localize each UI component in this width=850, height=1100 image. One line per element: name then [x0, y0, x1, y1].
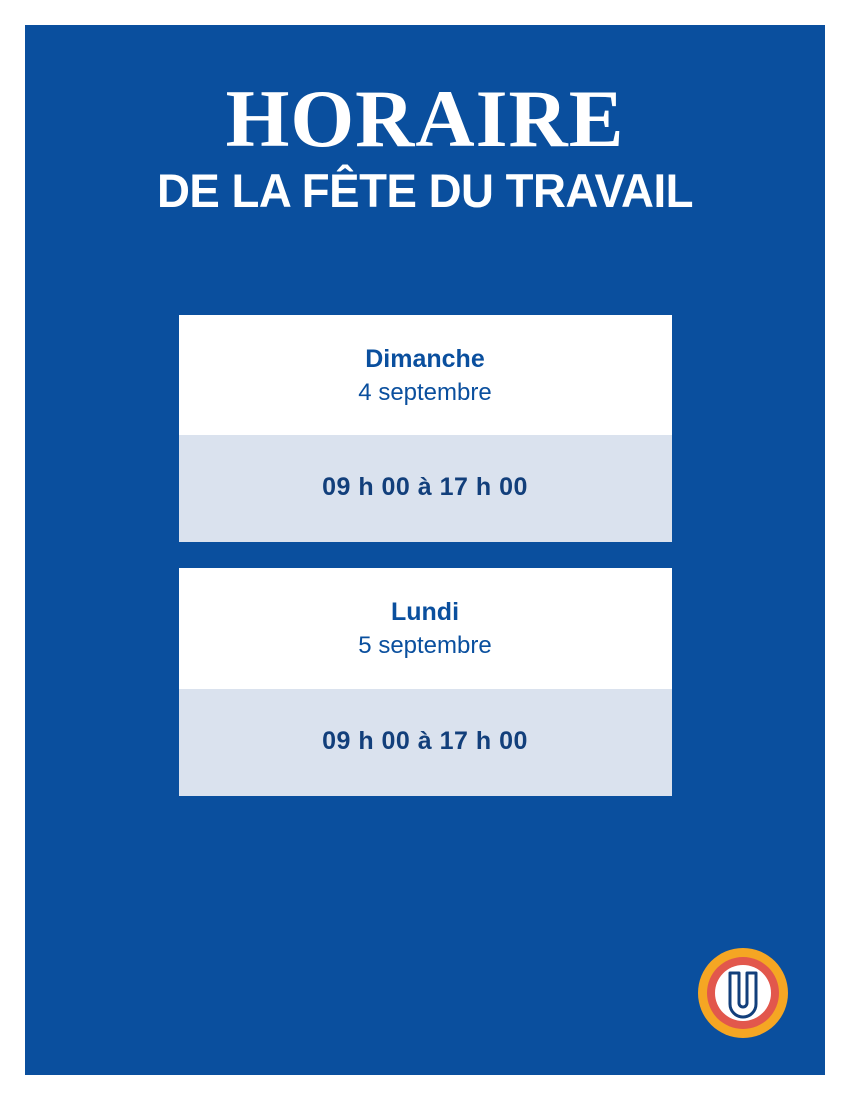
schedule-date-label: 5 septembre: [358, 632, 492, 660]
schedule-hours-label: 09 h 00 à 17 h 00: [322, 726, 528, 755]
schedule-card-header: [179, 568, 672, 688]
schedule-card-header: [179, 315, 672, 435]
schedule-hours-label: 09 h 00 à 17 h 00: [322, 473, 528, 502]
page-title: HORAIRE: [225, 73, 625, 164]
schedule-card-hours-row: [179, 435, 672, 542]
poster: [25, 25, 825, 1075]
schedule-date-label: 4 septembre: [358, 378, 492, 406]
page-subtitle: DE LA FÊTE DU TRAVAIL: [156, 163, 694, 217]
schedule-card-hours-row: [179, 689, 672, 796]
schedule-cards: [25, 315, 825, 795]
schedule-card: [179, 315, 672, 542]
schedule-day-label: Lundi: [390, 598, 460, 627]
schedule-card: [179, 568, 672, 795]
schedule-day-label: Dimanche: [365, 345, 485, 374]
brand-logo-icon: [697, 947, 789, 1039]
poster-header: [25, 25, 825, 215]
